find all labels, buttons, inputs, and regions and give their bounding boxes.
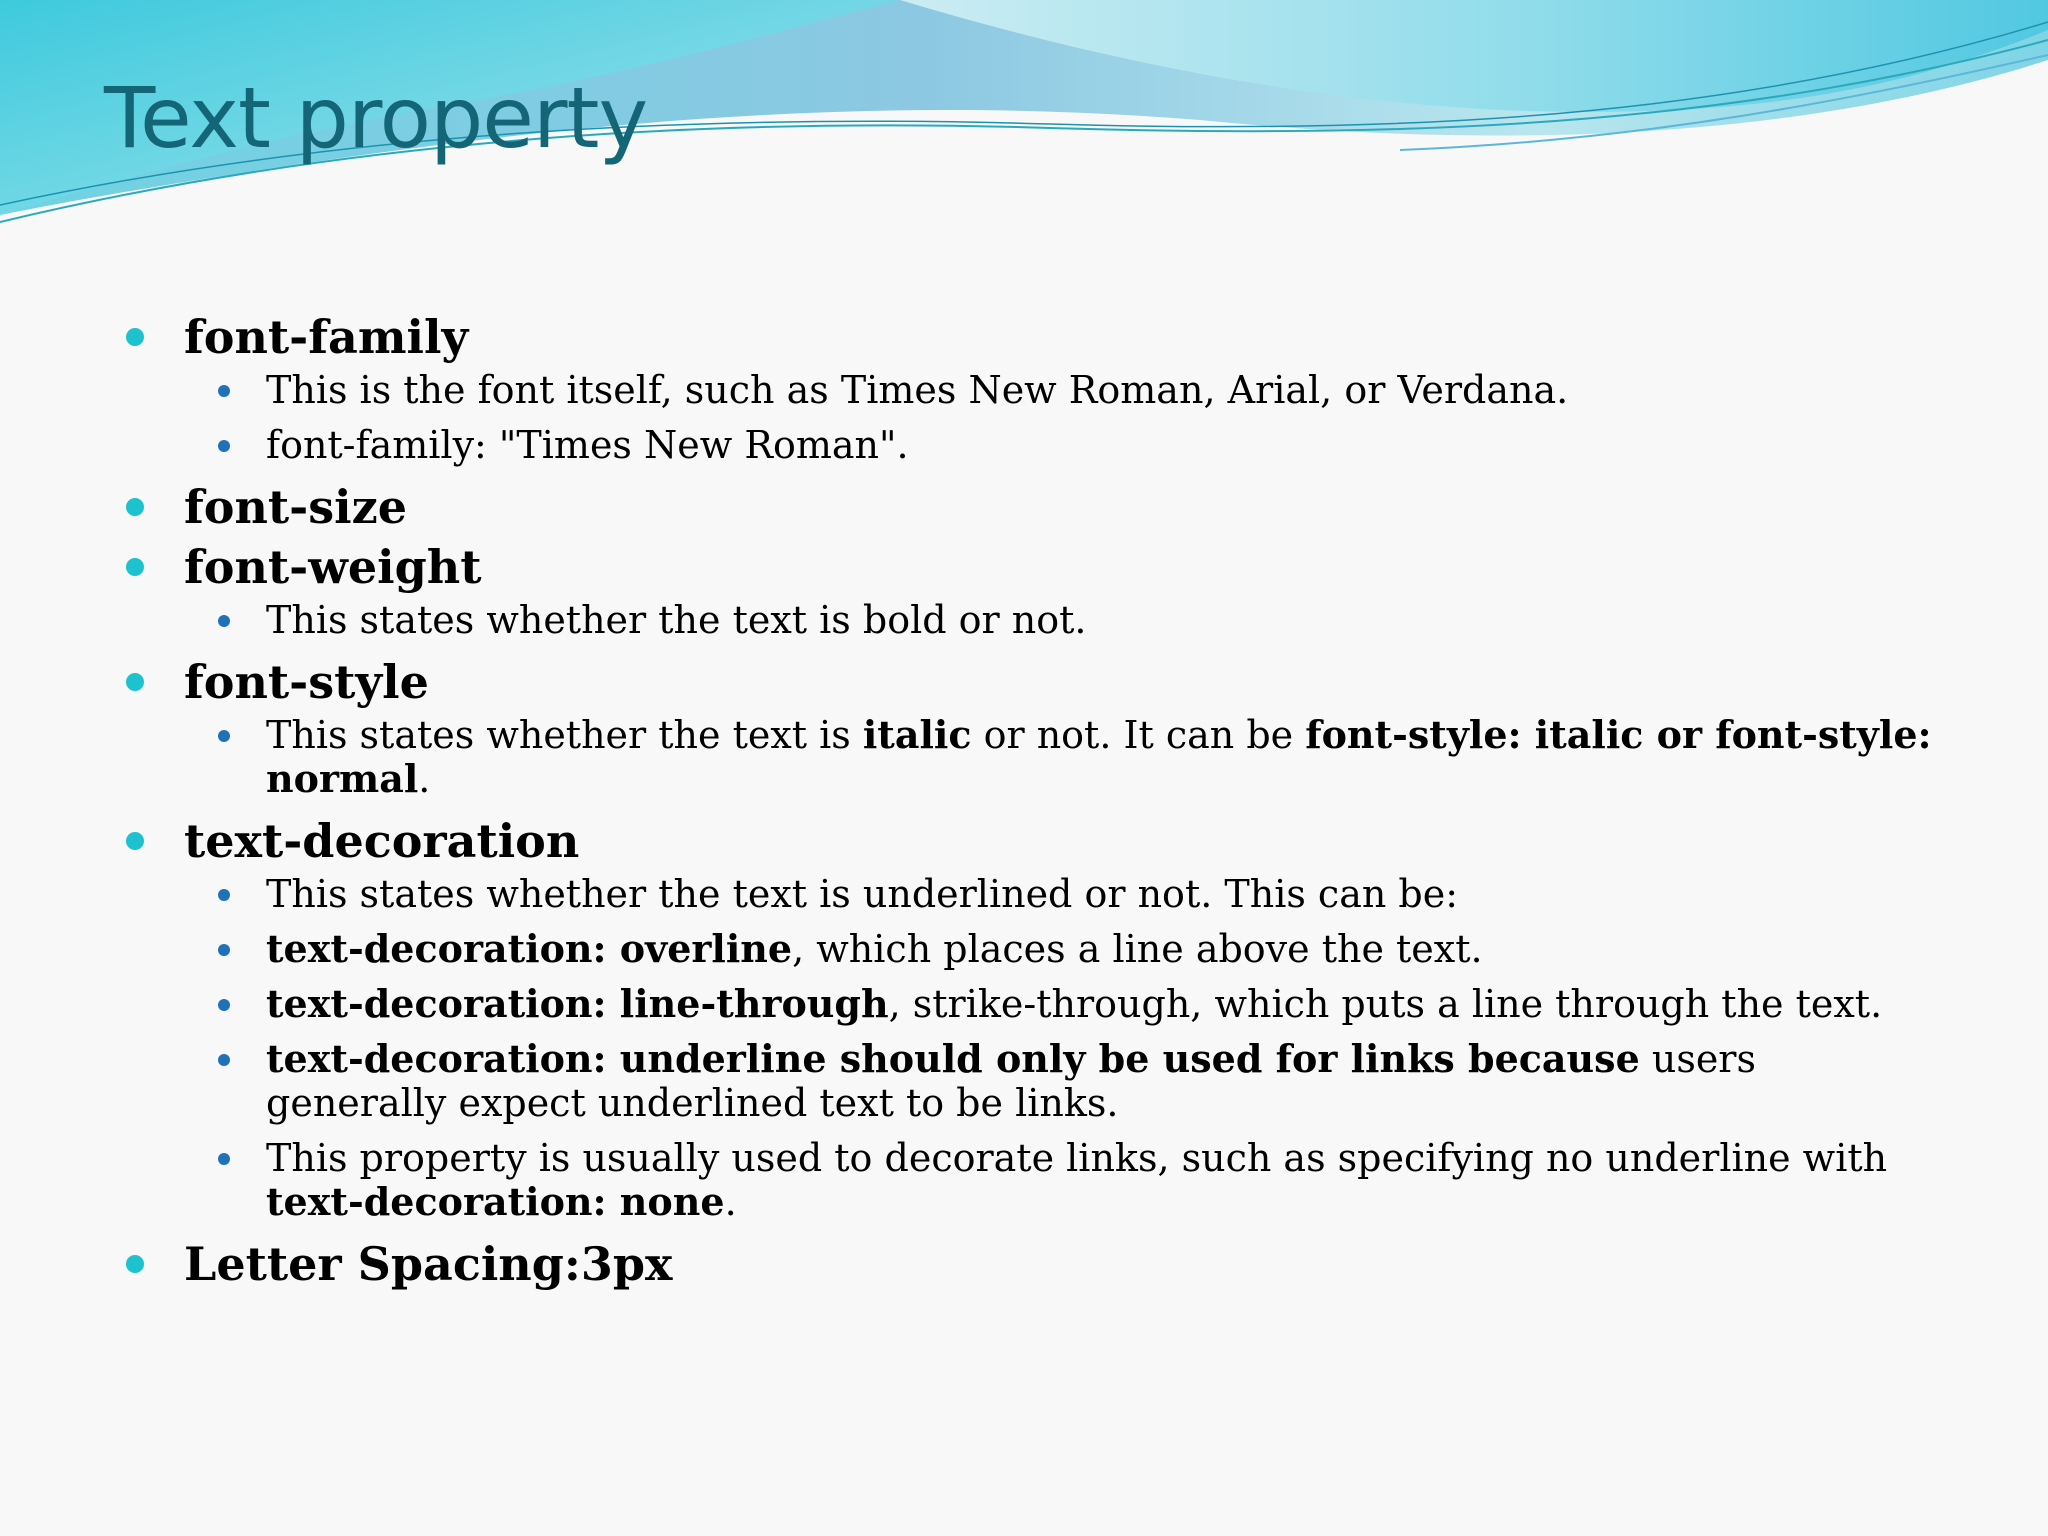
bullet-item (120, 653, 1940, 711)
bullet-dot-icon (126, 673, 144, 691)
bullet-group (120, 812, 1940, 1224)
text-run: font-family: "Times New Roman". (266, 423, 909, 467)
bullet-group (120, 538, 1940, 642)
bullet-label: Letter Spacing:3px (184, 1237, 673, 1291)
bullet-dot-icon (126, 558, 144, 576)
bullet-label: font-size (184, 480, 408, 534)
sub-bullet-item (120, 872, 1940, 916)
bold-text: font-style: italic or font-style: normal (266, 712, 1932, 801)
bullet-item (120, 478, 1940, 536)
sub-bullet-item (120, 1037, 1940, 1125)
sub-bullet-dot-icon (218, 730, 230, 742)
text-run: or not. It can be (971, 713, 1306, 757)
bullet-group (120, 308, 1940, 467)
bullet-group (120, 653, 1940, 801)
bullet-list (120, 308, 1940, 1295)
bold-text: text-decoration: overline (266, 926, 793, 971)
sub-bullet-item (120, 982, 1940, 1026)
bullet-dot-icon (126, 328, 144, 346)
bullet-label: font-family (184, 310, 469, 364)
sub-bullet-item (120, 1136, 1940, 1224)
sub-bullet-item (120, 713, 1940, 801)
text-run: This states whether the text is (266, 713, 863, 757)
sub-bullet-item (120, 423, 1940, 467)
bullet-dot-icon (126, 498, 144, 516)
bullet-group (120, 1235, 1940, 1293)
sub-bullet-list (120, 598, 1940, 642)
sub-bullet-dot-icon (218, 440, 230, 452)
bold-text: text-decoration: underline should only be used for links because (266, 1036, 1640, 1081)
sub-bullet-dot-icon (218, 889, 230, 901)
bullet-label: font-style (184, 655, 429, 709)
text-run: This is the font itself, such as Times New Roman, Arial, or Verdana. (266, 368, 1569, 412)
text-run: This property is usually used to decorate links, such as specifying no underline with (266, 1136, 1888, 1180)
text-run: . (724, 1180, 737, 1224)
text-run: users generally expect underlined text to be links. (266, 1037, 1756, 1125)
bold-text: text-decoration: line-through (266, 981, 889, 1026)
sub-bullet-list (120, 713, 1940, 801)
bullet-label: font-weight (184, 540, 482, 594)
sub-bullet-list (120, 872, 1940, 1224)
bold-text: italic (862, 712, 972, 757)
bullet-item (120, 538, 1940, 596)
sub-bullet-list (120, 368, 1940, 467)
slide-title: Text property (104, 69, 648, 167)
bullet-item (120, 1235, 1940, 1293)
bullet-dot-icon (126, 1255, 144, 1273)
sub-bullet-dot-icon (218, 999, 230, 1011)
text-run: This states whether the text is bold or not. (266, 598, 1087, 642)
bullet-group (120, 478, 1940, 536)
sub-bullet-dot-icon (218, 1153, 230, 1165)
sub-bullet-item (120, 598, 1940, 642)
bullet-label: text-decoration (184, 814, 580, 868)
sub-bullet-item (120, 927, 1940, 971)
sub-bullet-dot-icon (218, 385, 230, 397)
text-run: , which places a line above the text. (792, 927, 1483, 971)
bold-text: text-decoration: none (266, 1179, 725, 1224)
sub-bullet-dot-icon (218, 944, 230, 956)
text-run: This states whether the text is underlined or not. This can be: (266, 872, 1459, 916)
text-run: , strike-through, which puts a line through the text. (888, 982, 1883, 1026)
sub-bullet-dot-icon (218, 615, 230, 627)
bullet-item (120, 812, 1940, 870)
text-run: . (418, 757, 431, 801)
sub-bullet-dot-icon (218, 1054, 230, 1066)
bullet-dot-icon (126, 832, 144, 850)
sub-bullet-item (120, 368, 1940, 412)
bullet-item (120, 308, 1940, 366)
